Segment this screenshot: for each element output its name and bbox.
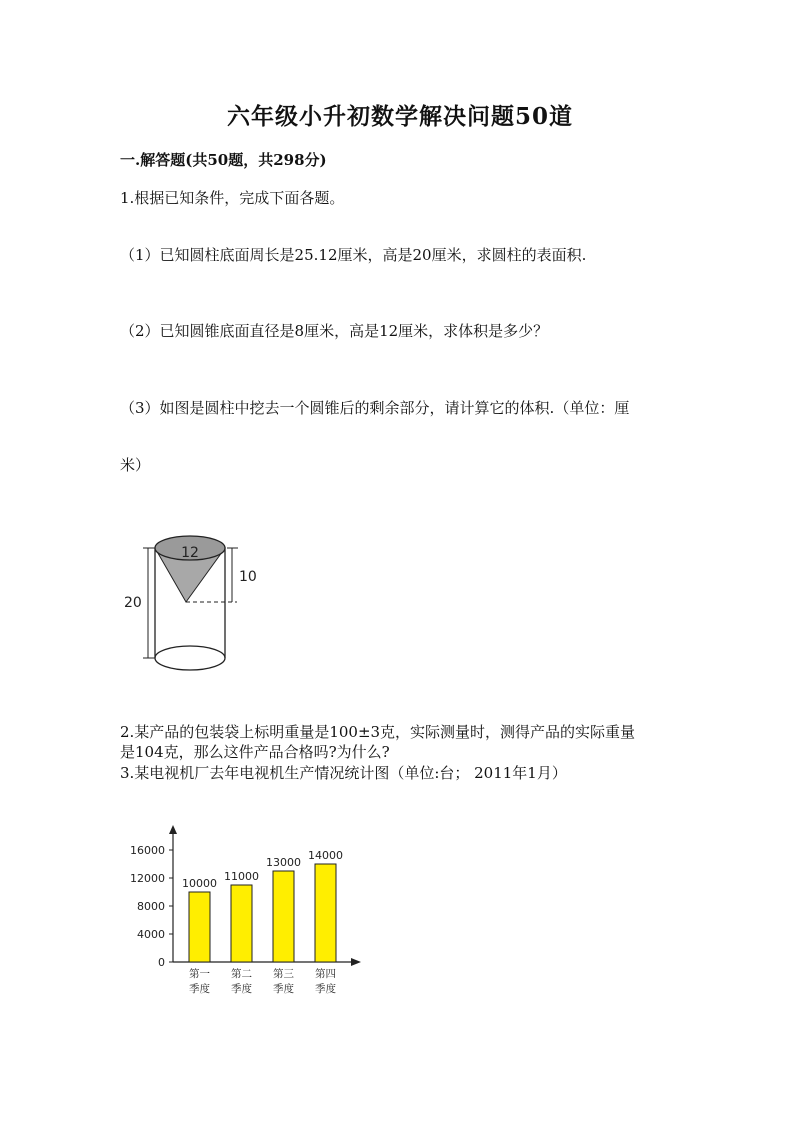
bar: [273, 871, 294, 962]
bar-data-label: 14000: [308, 849, 343, 862]
cylinder-bottom-ellipse: [155, 646, 225, 670]
question-2-line-1: 2.某产品的包装袋上标明重量是100±3克，实际测量时，测得产品的实际重量: [120, 723, 636, 741]
y-axis-arrow: [169, 825, 177, 834]
question-3: 3.某电视机厂去年电视机生产情况统计图（单位:台； 2011年1月）: [120, 764, 567, 782]
question-2-line-2: 是104克，那么这件产品合格吗?为什么?: [120, 743, 390, 761]
section-heading: 一.解答题(共50题，共298分): [120, 151, 327, 169]
y-tick-label: 16000: [130, 844, 165, 857]
y-tick-label: 0: [158, 956, 165, 969]
y-axis: [130, 825, 177, 969]
cone-height-label: 10: [239, 569, 257, 585]
x-category-label: 第二: [231, 968, 252, 980]
y-tick-label: 8000: [137, 900, 165, 913]
x-axis-arrow: [351, 958, 361, 966]
cylinder-cone-figure: [115, 530, 275, 680]
x-category-label: 第一: [189, 968, 210, 980]
y-tick-label: 12000: [130, 872, 165, 885]
question-1-intro: 1.根据已知条件，完成下面各题。: [120, 189, 345, 207]
x-category-label: 季度: [189, 983, 210, 995]
x-category-label: 季度: [315, 983, 336, 995]
bar: [231, 885, 252, 962]
bars: [182, 849, 343, 962]
x-axis: [173, 958, 361, 995]
question-1-part-3-line-2: 米）: [120, 456, 151, 474]
bar-data-label: 11000: [224, 870, 259, 883]
tv-production-bar-chart: [115, 820, 375, 1005]
x-category-label: 第三: [273, 968, 294, 980]
bar-data-label: 13000: [266, 856, 301, 869]
y-tick-label: 4000: [137, 928, 165, 941]
height-label: 20: [124, 595, 142, 611]
question-1-part-3-line-1: （3）如图是圆柱中挖去一个圆锥后的剩余部分，请计算它的体积.（单位：厘: [120, 399, 630, 417]
bar: [315, 864, 336, 962]
question-1-part-1: （1）已知圆柱底面周长是25.12厘米，高是20厘米，求圆柱的表面积.: [120, 246, 587, 264]
diameter-label: 12: [181, 545, 199, 561]
question-1-part-2: （2）已知圆锥底面直径是8厘米，高是12厘米，求体积是多少？: [120, 322, 549, 340]
x-category-label: 季度: [231, 983, 252, 995]
x-category-label: 季度: [273, 983, 294, 995]
x-category-label: 第四: [315, 968, 336, 980]
page-title: 六年级小升初数学解决问题50道: [226, 103, 573, 130]
bar-data-label: 10000: [182, 877, 217, 890]
bar: [189, 892, 210, 962]
